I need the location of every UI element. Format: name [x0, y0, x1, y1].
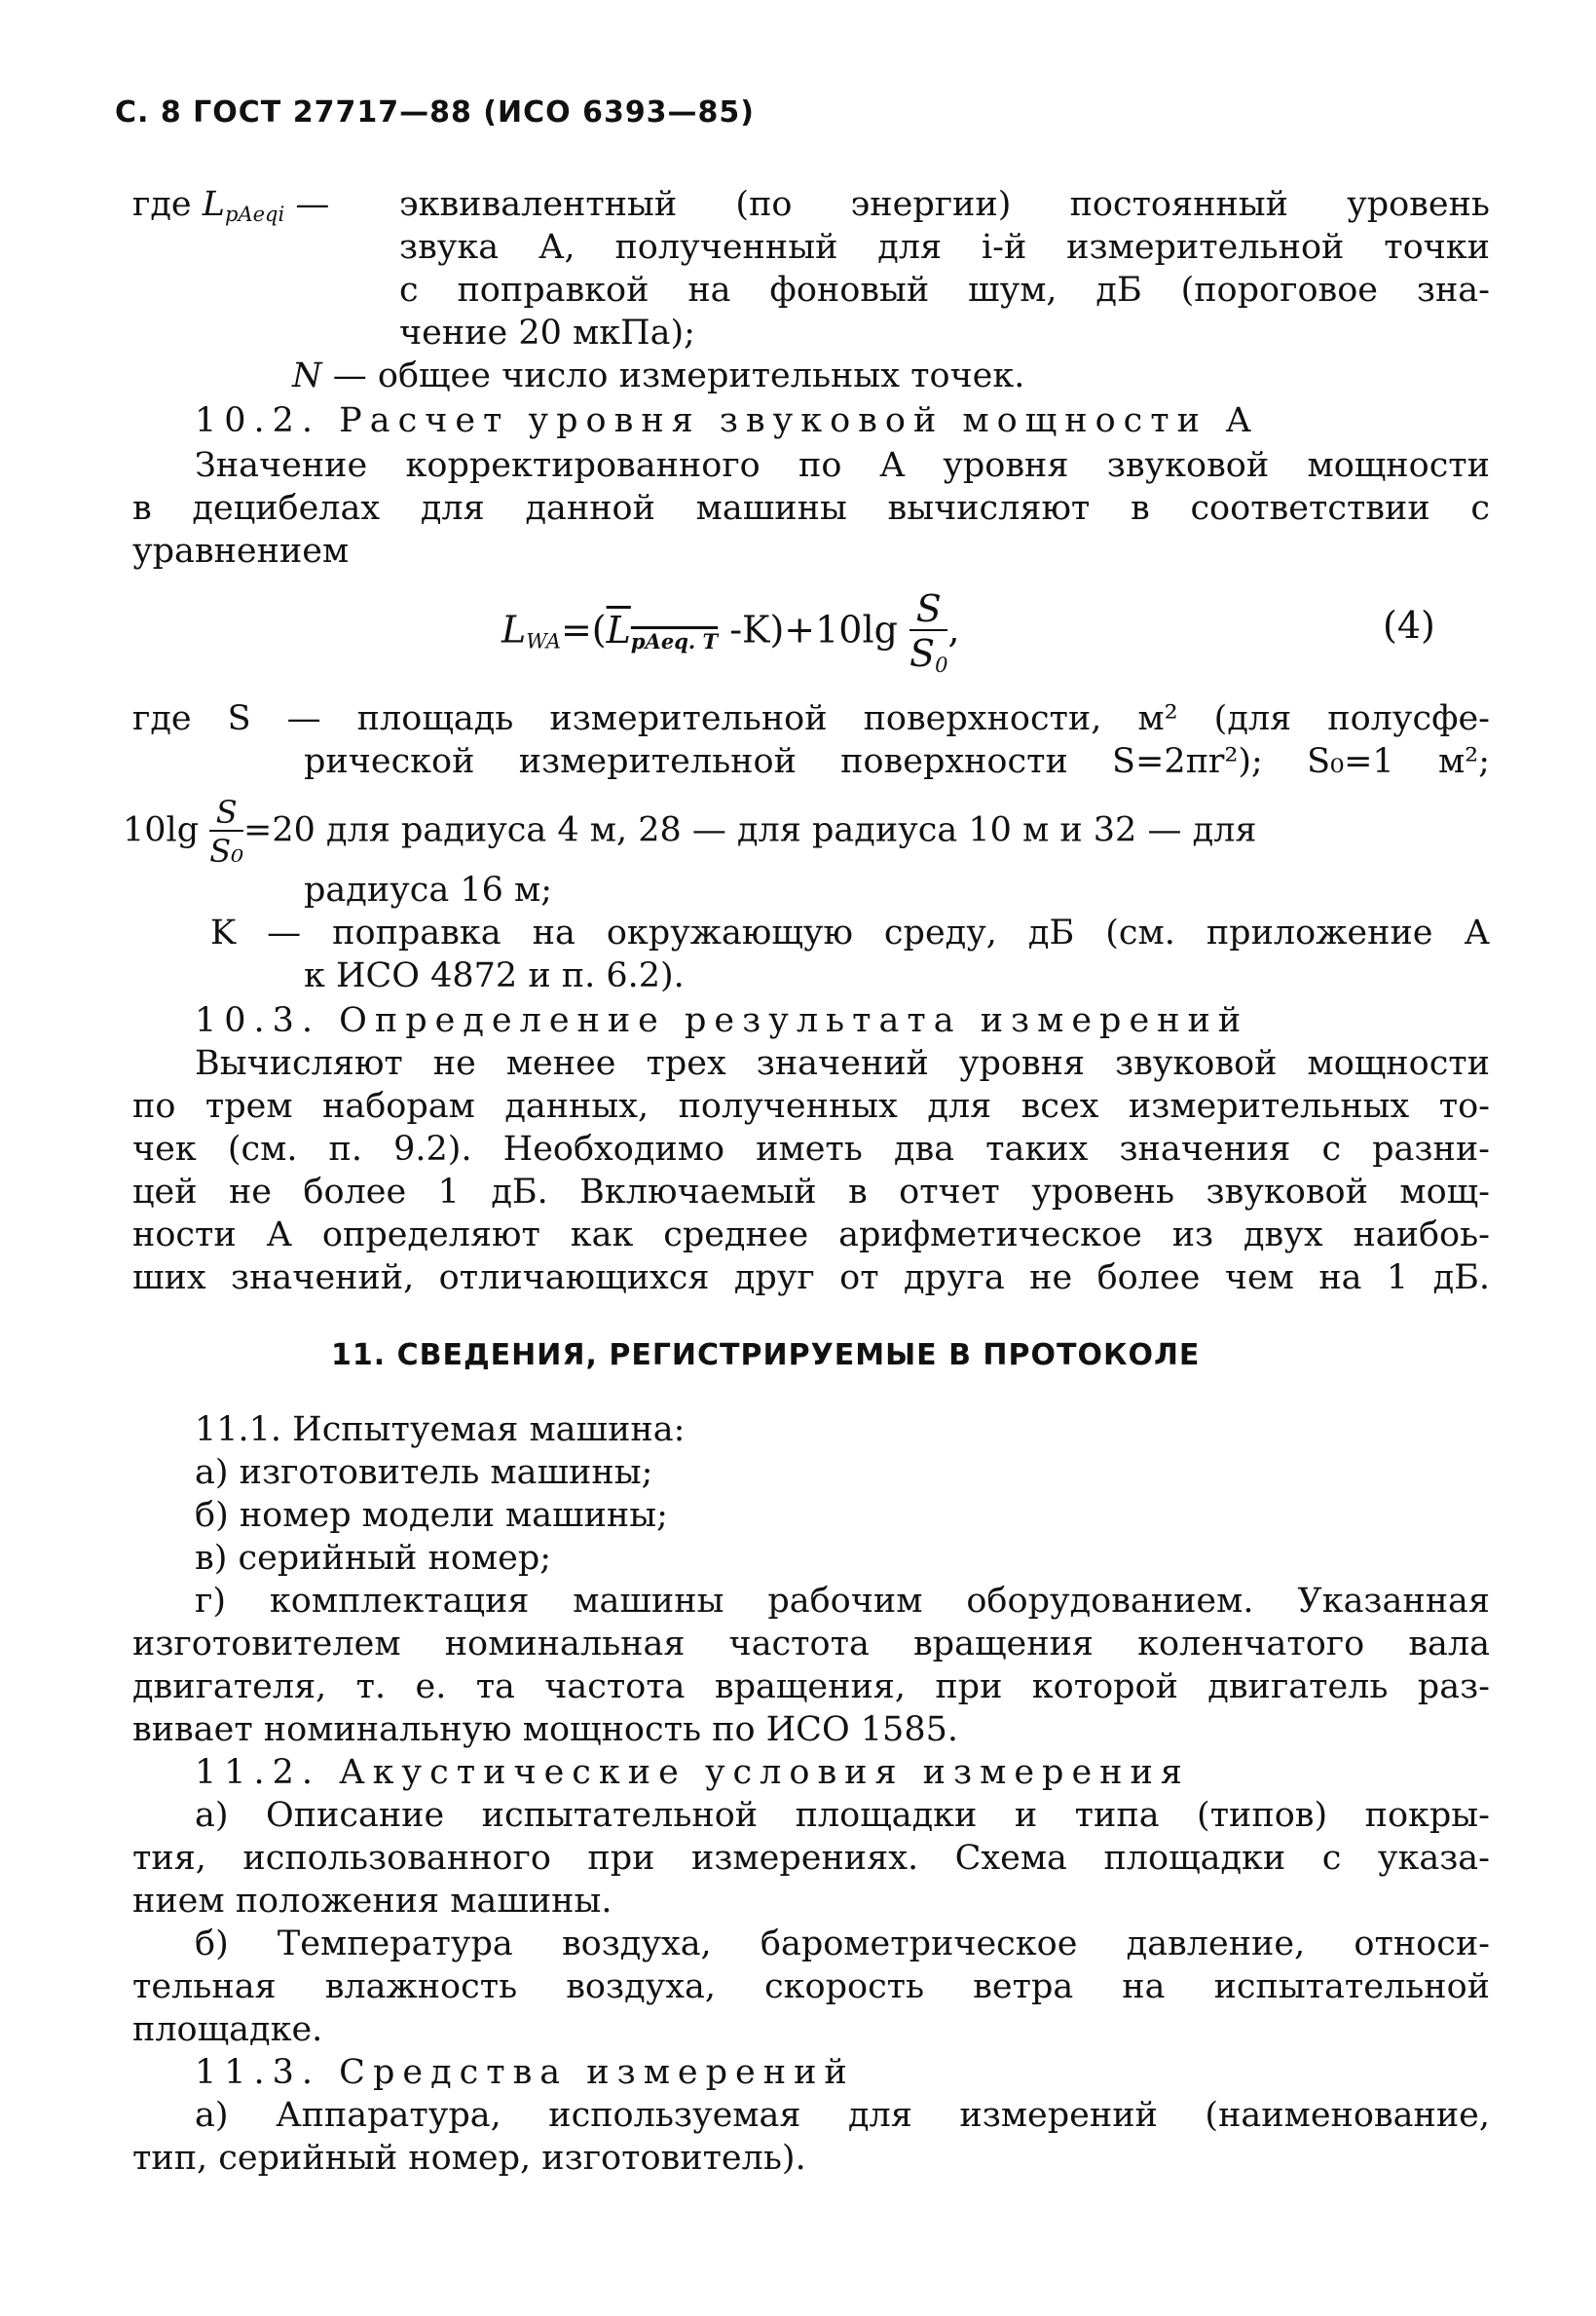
- s11-2-a-line: нием положения машины.: [132, 1882, 612, 1921]
- lg-prefix: 10lg: [123, 810, 200, 850]
- eq-bar-sub: pAeq. T: [630, 628, 719, 654]
- lpaeq-def-line4: чение 20 мкПа);: [399, 314, 695, 353]
- equation-number: (4): [1383, 604, 1435, 647]
- page-header: С. 8 ГОСТ 27717—88 (ИСО 6393—85): [115, 95, 756, 130]
- lpaeq-subscript: pAeqi: [225, 203, 285, 226]
- eq-overbar-term: [607, 609, 719, 652]
- s11-3-heading: 11.3. Средства измерений: [195, 2053, 855, 2092]
- s11-1-g-line: изготовителем номинальная частота вращения коленчатого вала: [132, 1625, 1490, 1663]
- s11-2-a-line: тия, использованного при измерениях. Схема площадки с указа-: [132, 1839, 1490, 1878]
- n-symbol: N: [292, 356, 322, 395]
- s11-1-g-line: двигателя, т. е. та частота вращения, при которой двигатель раз-: [132, 1667, 1490, 1706]
- eq-tail: ,: [947, 608, 960, 652]
- eq-lhs: L: [501, 608, 527, 652]
- s11-1-g-line: г) комплектация машины рабочим оборудованием. Указанная: [195, 1582, 1490, 1621]
- n-text: — общее число измерительных точек.: [321, 356, 1025, 395]
- eq-rest: -K)+10lg: [718, 608, 898, 652]
- where-lpaeq-lead: [132, 183, 329, 236]
- where-word: где: [132, 185, 192, 224]
- s11-3-a-line: тип, серийный номер, изготовитель).: [132, 2139, 806, 2178]
- eq-frac-num: S: [909, 590, 947, 631]
- lg-fraction: [209, 794, 244, 870]
- where-s-lg-line: [123, 794, 1490, 870]
- k-def-line2: к ИСО 4872 и п. 6.2).: [304, 956, 685, 995]
- s10-3-line: Вычисляют не менее трех значений уровня звуковой мощности: [195, 1044, 1490, 1083]
- where-s-line2: рической измерительной поверхности S=2πr²); S₀=1 м²;: [304, 742, 1490, 781]
- s10-3-line: цей не более 1 дБ. Включаемый в отчет уровень звуковой мощ-: [132, 1173, 1490, 1212]
- s11-2-heading: 11.2. Акустические условия измерения: [195, 1753, 1190, 1792]
- equation-4: [501, 587, 960, 677]
- lpaeq-symbol: L: [202, 185, 225, 224]
- where-s-line1: где S — площадь измерительной поверхности, м² (для полусфе-: [132, 699, 1490, 738]
- section-10-3-heading: 10.3. Определение результата измерений: [195, 1001, 1249, 1040]
- s10-2-line2: в децибелах для данной машины вычисляют в соответствии с: [132, 489, 1490, 528]
- s10-3-line: чек (см. п. 9.2). Необходимо иметь два таких значения с разни-: [132, 1130, 1490, 1169]
- eq-bar-l: L: [606, 608, 631, 652]
- eq-fraction: [909, 587, 948, 677]
- section-10-2-heading: 10.2. Расчет уровня звуковой мощности A: [195, 401, 1259, 440]
- lg-frac-den: S₀: [209, 833, 244, 870]
- eq-equals: =(: [560, 608, 607, 652]
- s11-2-b-line: площадке.: [132, 2010, 323, 2049]
- s11-1-item: б) номер модели машины;: [195, 1496, 668, 1535]
- lg-frac-num: S: [209, 797, 243, 832]
- lpaeq-def-line1: эквивалентный (по энергии) постоянный уровень: [399, 185, 1490, 224]
- where-s-line4: радиуса 16 м;: [304, 871, 553, 910]
- s11-3-a-line: а) Аппаратура, используемая для измерений (наименование,: [195, 2096, 1490, 2135]
- eq-frac-den: $S_0$: [909, 632, 948, 677]
- s10-2-line3: уравнением: [132, 532, 350, 571]
- s11-1-heading: 11.1. Испытуемая машина:: [195, 1410, 686, 1449]
- s10-3-line: ности А определяют как среднее арифметическое из двух наибоь-: [132, 1215, 1490, 1254]
- s11-1-item: а) изготовитель машины;: [195, 1453, 653, 1492]
- lpaeq-def-line2: звука А, полученный для i-й измерительной точки: [399, 228, 1490, 267]
- s11-2-b-line: тельная влажность воздуха, скорость ветра на испытательной: [132, 1967, 1490, 2006]
- s11-2-a-line: а) Описание испытательной площадки и типа (типов) покры-: [195, 1796, 1490, 1835]
- s10-3-line: ших значений, отличающихся друг от друга не более чем на 1 дБ.: [132, 1258, 1490, 1297]
- lg-rest: =20 для радиуса 4 м, 28 — для радиуса 10 м и 32 — для: [243, 810, 1257, 850]
- s11-1-g-line: вивает номинальную мощность по ИСО 1585.: [132, 1710, 958, 1749]
- eq-lhs-sub: WA: [526, 629, 561, 654]
- section-11-heading: 11. СВЕДЕНИЯ, РЕГИСТРИРУЕМЫЕ В ПРОТОКОЛЕ: [331, 1338, 1201, 1372]
- s11-1-item: в) серийный номер;: [195, 1539, 552, 1578]
- n-definition: [292, 355, 1024, 397]
- k-def-line1: K — поправка на окружающую среду, дБ (см. приложение А: [210, 914, 1490, 953]
- s10-3-line: по трем наборам данных, полученных для всех измерительных то-: [132, 1087, 1490, 1126]
- s11-2-b-line: б) Температура воздуха, барометрическое давление, относи-: [195, 1924, 1490, 1963]
- lpaeq-dash: —: [284, 185, 330, 224]
- lpaeq-def-line3: с поправкой на фоновый шум, дБ (пороговое зна-: [399, 271, 1490, 310]
- s10-2-line1: Значение корректированного по A уровня звуковой мощности: [195, 446, 1490, 485]
